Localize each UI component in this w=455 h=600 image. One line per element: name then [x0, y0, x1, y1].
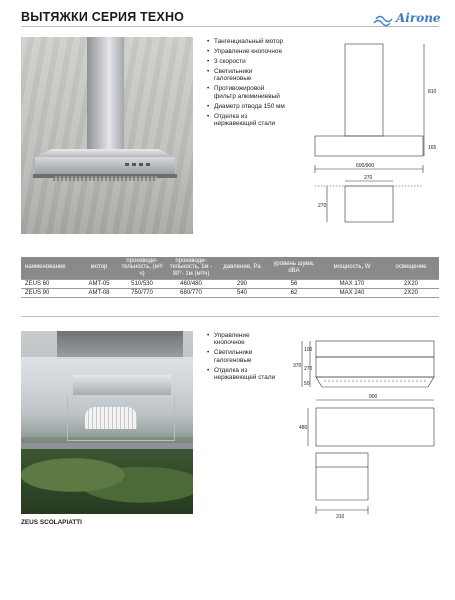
- feature-item: • Тангенциальный мотор: [207, 38, 285, 45]
- table-cell: 290: [217, 279, 267, 288]
- feature-list: [207, 38, 285, 130]
- feature-item: • Управление кнопочное: [207, 332, 281, 347]
- table-cell: ZEUS 90: [21, 288, 79, 297]
- hood-body: [35, 157, 175, 174]
- table-header-row: [21, 257, 439, 279]
- feature-item: • Управление кнопочное: [207, 48, 285, 55]
- section-divider: [21, 316, 439, 317]
- column-header: уровень шума, dBA: [267, 257, 321, 279]
- column-header: давление, Pa: [217, 257, 267, 279]
- feature-item: • Диаметр отвода 150 мм: [207, 103, 285, 110]
- dim-width: 900: [369, 394, 378, 400]
- table-cell: ZEUS 60: [21, 279, 79, 288]
- plates: [85, 407, 137, 429]
- table-cell: 680/770: [165, 288, 217, 297]
- scolapiatti-dimension-drawing: [290, 335, 440, 520]
- dim-grill-height: 50: [304, 381, 310, 387]
- table-cell: MAX 240: [321, 288, 383, 297]
- dim-side-width: 310: [336, 514, 345, 520]
- brand-logo: [372, 6, 442, 28]
- column-header: мощность, W: [321, 257, 383, 279]
- feature-list: [207, 332, 281, 384]
- column-header: производи-тельность, 1м - 90°- 1м (м³/ч): [165, 257, 217, 279]
- table-cell: 750/770: [119, 288, 165, 297]
- table-cell: AMT-05: [79, 279, 119, 288]
- feature-item: • Отделка из нержавеющей стали: [207, 113, 285, 128]
- dim-rack-height: 480: [299, 425, 308, 431]
- table-row: [21, 279, 439, 288]
- feature-item: • Противожировой фильтр алюминиевый: [207, 85, 285, 100]
- hood-photo: [21, 37, 193, 234]
- hood-chimney: [87, 37, 124, 149]
- table-cell: 56: [267, 279, 321, 288]
- dim-chimney-height: 810: [428, 89, 437, 95]
- dim-body-height: 165: [428, 145, 437, 151]
- feature-item: • Светильники галогеновые: [207, 349, 281, 364]
- dim-top-height: 100: [304, 347, 313, 353]
- table-cell: MAX 170: [321, 279, 383, 288]
- table-cell: 2X20: [383, 279, 439, 288]
- feature-item: • Отделка из нержавеющей стали: [207, 367, 281, 382]
- airone-logo-icon: [372, 6, 442, 28]
- hood-buttons: [125, 163, 151, 166]
- logo-text: Airone: [396, 11, 441, 25]
- product-caption: ZEUS SCOLAPIATTI: [21, 519, 82, 526]
- dim-mid-height: 270: [304, 366, 313, 372]
- column-header: наименование: [21, 257, 79, 279]
- feature-item: • Светильники галогеновые: [207, 68, 285, 83]
- specs-table: [21, 257, 439, 298]
- feature-item: • 3 скорости: [207, 58, 285, 65]
- column-header: освещение: [383, 257, 439, 279]
- dim-width: 600/900: [356, 163, 375, 169]
- table-cell: 2X20: [383, 288, 439, 297]
- table-cell: AMT-08: [79, 288, 119, 297]
- dim-total-height: 370: [293, 363, 302, 369]
- dim-depth: 270: [318, 203, 327, 209]
- page-title: ВЫТЯЖКИ СЕРИЯ ТЕХНО: [21, 10, 185, 24]
- scolapiatti-photo: [21, 331, 193, 514]
- table-cell: 540: [217, 288, 267, 297]
- table-cell: 62: [267, 288, 321, 297]
- table-row: [21, 288, 439, 297]
- dim-plan-width: 270: [364, 175, 373, 181]
- column-header: производи-тельность, (м³/ч): [119, 257, 165, 279]
- table-cell: 460/480: [165, 279, 217, 288]
- table-cell: 510/530: [119, 279, 165, 288]
- hood-dimension-drawing: [300, 38, 440, 248]
- column-header: мотор: [79, 257, 119, 279]
- hood-body: [73, 375, 171, 395]
